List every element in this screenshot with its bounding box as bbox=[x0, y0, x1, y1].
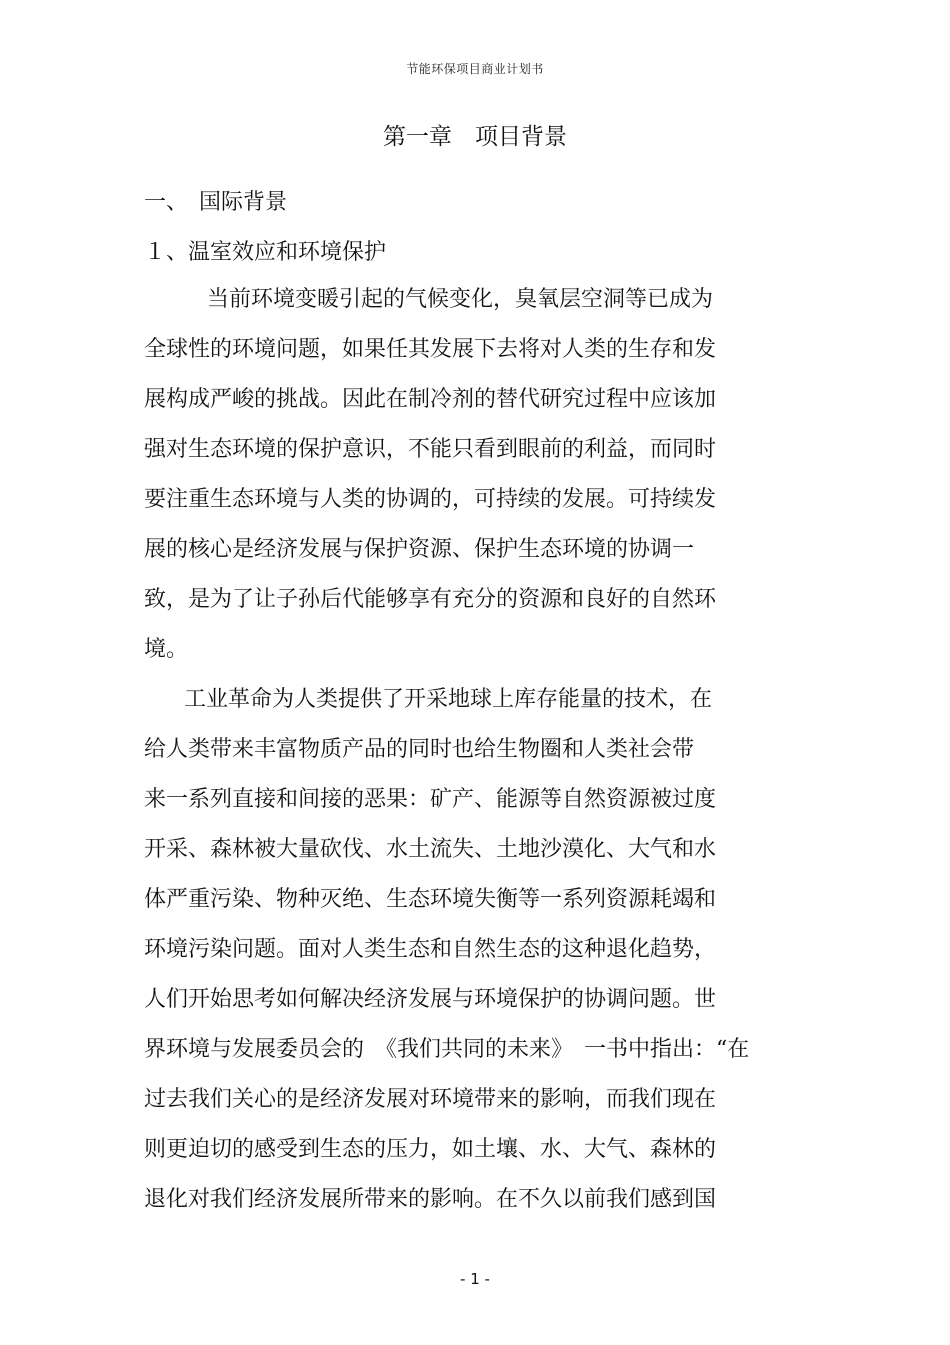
paragraph-line: 界环境与发展委员会的 《我们共同的未来》 一书中指出：“在 bbox=[144, 1037, 750, 1062]
paragraph-line: 人们开始思考如何解决经济发展与环境保护的协调问题。世 bbox=[144, 987, 717, 1012]
paragraph-line: 给人类带来丰富物质产品的同时也给生物圈和人类社会带 bbox=[144, 737, 695, 762]
paragraph-line: 要注重生态环境与人类的协调的，可持续的发展。可持续发 bbox=[144, 487, 717, 512]
paragraph-line: 过去我们关心的是经济发展对环境带来的影响，而我们现在 bbox=[144, 1087, 717, 1112]
paragraph-line: 展的核心是经济发展与保护资源、保护生态环境的协调一 bbox=[144, 537, 695, 562]
paragraph-line: 全球性的环境问题，如果任其发展下去将对人类的生存和发 bbox=[144, 337, 717, 362]
running-header: 节能环保项目商业计划书 bbox=[406, 62, 544, 76]
subsection-heading: １、温室效应和环境保护 bbox=[144, 240, 387, 265]
paragraph-line: 当前环境变暖引起的气候变化，臭氧层空洞等已成为 bbox=[207, 287, 714, 312]
paragraph-line: 来一系列直接和间接的恶果：矿产、能源等自然资源被过度 bbox=[144, 787, 717, 812]
paragraph-line: 致，是为了让子孙后代能够享有充分的资源和良好的自然环 bbox=[144, 587, 717, 612]
page-number: - 1 - bbox=[460, 1270, 490, 1288]
paragraph-line: 展构成严峻的挑战。因此在制冷剂的替代研究过程中应该加 bbox=[144, 387, 717, 412]
paragraph-line: 境。 bbox=[144, 637, 189, 662]
chapter-title: 第一章 项目背景 bbox=[383, 124, 567, 150]
paragraph-line: 强对生态环境的保护意识，不能只看到眼前的利益，而同时 bbox=[144, 437, 717, 462]
paragraph-line: 体严重污染、物种灭绝、生态环境失衡等一系列资源耗竭和 bbox=[144, 887, 717, 912]
paragraph-line: 开采、森林被大量砍伐、水土流失、土地沙漠化、大气和水 bbox=[144, 837, 717, 862]
paragraph-line: 则更迫切的感受到生态的压力，如土壤、水、大气、森林的 bbox=[144, 1137, 717, 1162]
paragraph-line: 工业革命为人类提供了开采地球上库存能量的技术，在 bbox=[184, 687, 713, 712]
section-heading: 一、 国际背景 bbox=[144, 190, 288, 215]
paragraph-line: 退化对我们经济发展所带来的影响。在不久以前我们感到国 bbox=[144, 1187, 717, 1212]
paragraph-line: 环境污染问题。面对人类生态和自然生态的这种退化趋势， bbox=[144, 937, 717, 962]
